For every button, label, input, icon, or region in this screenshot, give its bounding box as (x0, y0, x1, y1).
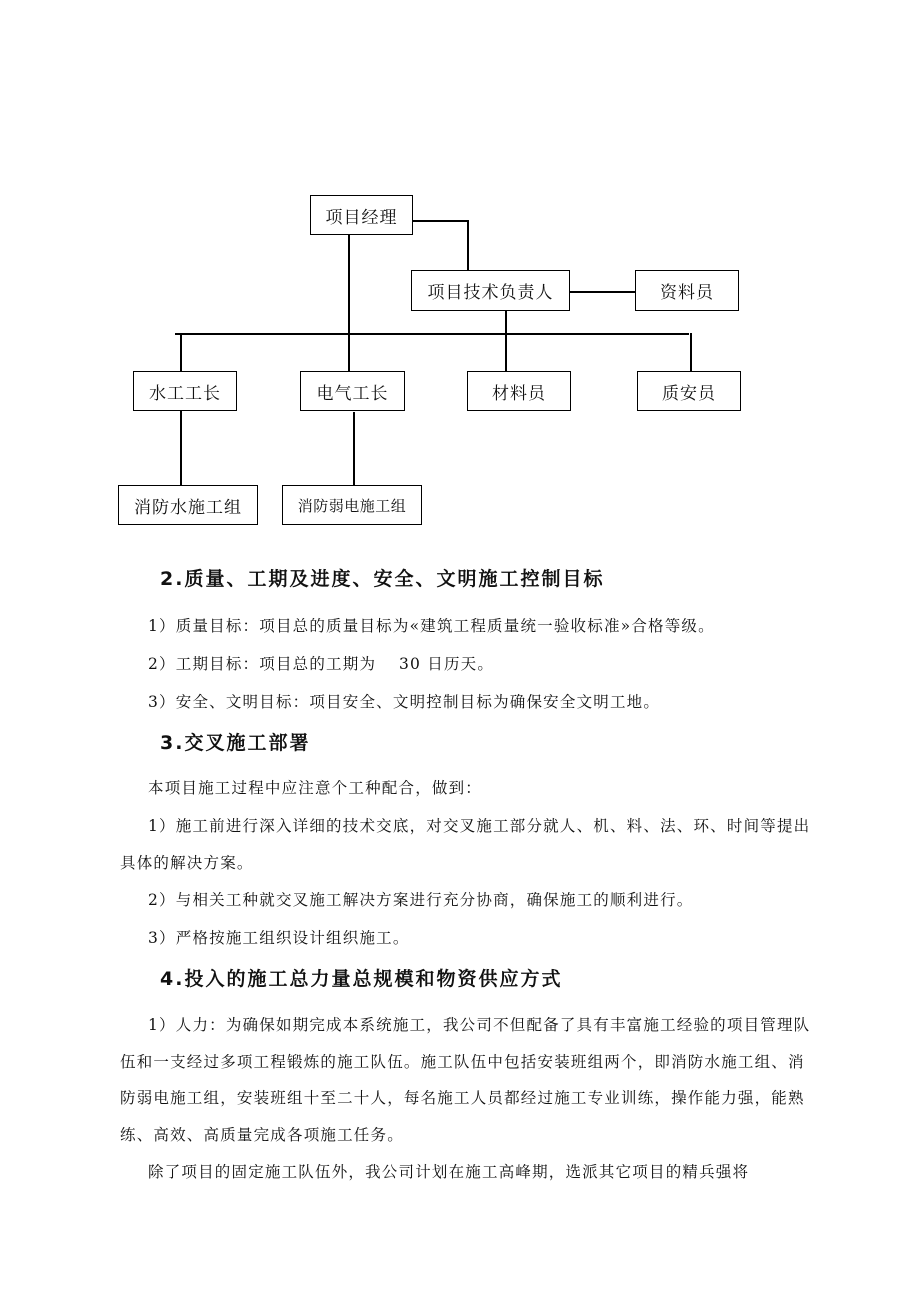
connector-pm-down (348, 234, 350, 382)
connector-plumbing-team (180, 410, 182, 486)
section4-paragraph-2: 除了项目的固定施工队伍外，我公司计划在施工高峰期，选派其它项目的精兵强将 (148, 1163, 750, 1181)
section3-heading: 3.交叉施工部署 (160, 732, 311, 754)
quality-inspector-box: 质安员 (637, 371, 741, 411)
project-manager-box: 项目经理 (310, 195, 413, 235)
connector-electrical-team (353, 412, 355, 486)
section3-intro: 本项目施工过程中应注意个工种配合，做到： (148, 779, 483, 797)
materials-clerk-box: 材料员 (467, 371, 571, 411)
connector-tech-records (569, 291, 636, 293)
section2-heading: 2.质量、工期及进度、安全、文明施工控制目标 (160, 568, 605, 590)
section3-item-2: 2）与相关工种就交叉施工解决方案进行充分协商，确保施工的顺利进行。 (148, 891, 694, 909)
section2-item-1: 1）质量目标：项目总的质量目标为«建筑工程质量统一验收标准»合格等级。 (148, 617, 715, 635)
section3-item-3: 3）严格按施工组织设计组织施工。 (148, 929, 410, 947)
connector-pm-right (412, 220, 468, 222)
section3-item-1: 1）施工前进行深入详细的技术交底，对交叉施工部分就人、机、料、法、环、时间等提出具体的解决方案。 (120, 817, 811, 872)
section2-item-2: 2）工期目标：项目总的工期为 30 日历天。 (148, 655, 495, 673)
section4-heading: 4.投入的施工总力量总规模和物资供应方式 (160, 968, 563, 990)
plumbing-foreman-box: 水工工长 (133, 371, 237, 411)
section4-paragraph-1: 1）人力：为确保如期完成本系统施工，我公司不但配备了具有丰富施工经验的项目管理队伍和一支经过多项工程锻炼的施工队伍。施工队伍中包括安装班组两个，即消防水施工组、消防弱电施工组，安装班组十至二十人，每名施工人员都经过施工专业训练，操作能力强，能熟练、高效、高质量完成各项施工任务。 (120, 1016, 811, 1144)
connector-tech-down (505, 310, 507, 372)
fire-low-voltage-team-box: 消防弱电施工组 (282, 485, 422, 525)
connector-bus-quality (690, 333, 692, 372)
connector-horizontal-bus (175, 333, 689, 335)
connector-pm-tech (467, 220, 469, 271)
fire-water-team-box: 消防水施工组 (118, 485, 258, 525)
connector-bus-plumbing (180, 333, 182, 372)
section2-item-3: 3）安全、文明目标：项目安全、文明控制目标为确保安全文明工地。 (148, 693, 661, 711)
tech-lead-box: 项目技术负责人 (411, 270, 570, 311)
records-clerk-box: 资料员 (635, 270, 739, 311)
electrical-foreman-box: 电气工长 (300, 371, 405, 411)
